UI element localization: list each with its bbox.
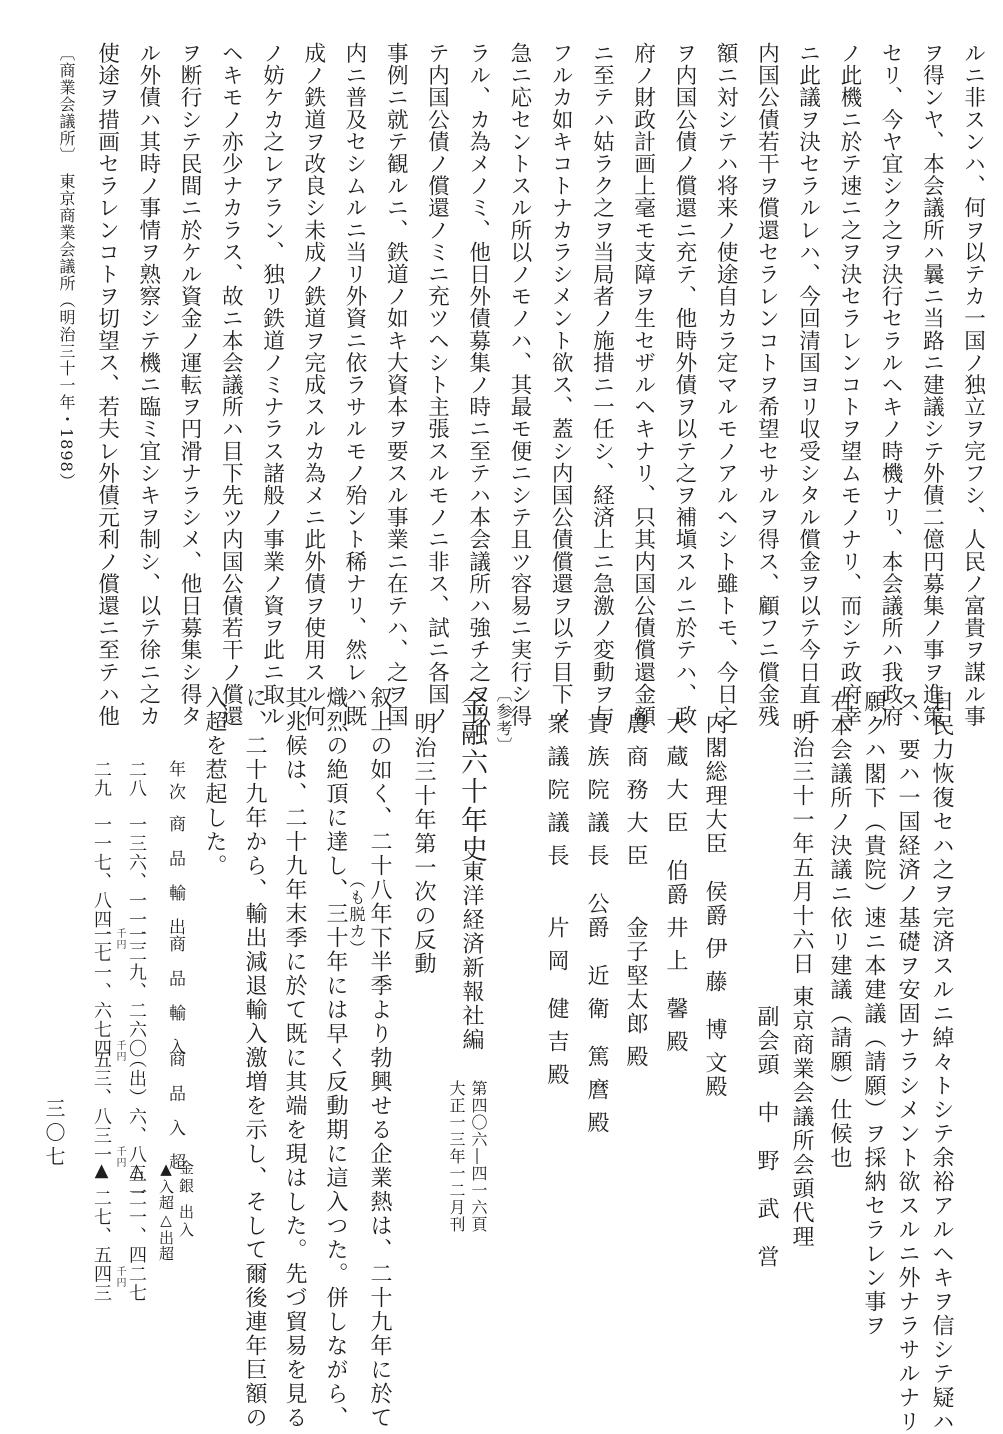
table-row-28-export: 一三六、一一二 [126,815,147,948]
table-row-29-export: 一一七、八四二 [91,815,112,948]
upper-column: フルカ如キコトナカラシメント欲ス、蓋シ内国公債償還ヲ以テ目下ノ [548,42,574,728]
upper-column: ニ至テハ姑ラク之ヲ当局者ノ施措ニ一任シ、経済上ニ急激ノ変動ヲ与 [589,42,615,728]
addressee-5: 衆 議 院 議 長 片 岡 健 吉 殿 [544,712,569,1087]
body-line-2: 熾烈の絶頂に達し、三十年には早く反動期に這入つた。併しながら、 [323,686,348,1430]
vice-chair: 副会頭 中 野 武 営 [754,1005,779,1269]
book-date: 大正一三年一二月刊 [447,1080,466,1233]
addressee-1: 内閣総理大臣 侯爵 伊 藤 博 文殿 [702,712,727,1099]
upper-column: ル外債ハ其時ノ事情ヲ熟察シテ機ニ臨ミ宜シキヲ制シ、以テ徐ニ之カ [135,42,161,728]
table-unit-export: 千円 [114,928,125,950]
body-line-5: 入超を惹起した。 [202,686,227,878]
closing-line-4: 右本会議所ノ決議ニ依リ建議（請願）仕候也 [827,690,852,1170]
body-line-3: 其兆候は、二十九年末季に於て既に其端を現はした。先づ貿易を見る [282,686,307,1430]
table-row-28-year: 二八 [126,760,147,798]
table-row-28-import: 一二九、二六〇 [126,925,147,1058]
upper-column: テ内国公債ノ償還ノミニ充ツヘシト主張スルモノニ非ス、試ニ各国ノ [424,42,450,728]
upper-column: ノ妨ケカ之レアラン、独リ鉄道ノミナラス諸般ノ事業ノ資ヲ此ニ取ル [259,42,285,728]
addressee-2: 大 蔵 大 臣 伯爵 井 上 馨 殿 [663,712,688,1054]
table-header-bullion: 金銀 出入 [177,1160,195,1240]
book-pages: 第四〇六―四一六頁 [469,1080,488,1233]
upper-column: ニ此議ヲ決セラルレハ、今回清国ヨリ収受シタル償金ヲ以テ今日直ニ [795,42,821,728]
ruby-note: （も脱カ） [347,872,366,957]
upper-column: 額ニ対シテハ将来ノ使途自カラ定マルモノアルヘシト雖トモ、今日之 [713,42,739,728]
upper-column: 府ノ財政計画上毫モ支障ヲ生セザルヘキナリ、只其内国公債償還金額 [630,42,656,728]
upper-column: 事例ニ就テ観ルニ、鉄道ノ如キ大資本ヲ要スル事業ニ在テハ、之ヲ国 [383,42,409,728]
table-row-29-year: 二九 [91,760,112,798]
table-header-export: 商 品 輸 出 [165,815,185,942]
closing-line-3: 願クハ閣下（貴院）速ニ本建議（請願）ヲ採納セラレン事ヲ [861,690,886,1338]
upper-column: ヲ得ンヤ、本会議所ハ曩ニ当路ニ建議シテ外債二億円募集ノ事ヲ進策 [919,42,945,728]
table-header-import: 商 品 輸 入 [165,935,185,1062]
page-number: 三〇七 [42,1098,66,1170]
upper-column: 使途ヲ措画セラレンコトヲ切望ス、若夫レ外債元利ノ償還ニ至テハ他 [94,42,120,728]
table-header-bullion-sub: ▲入超△出超 [157,1160,175,1262]
upper-column: 成ノ鉄道ヲ改良シ未成ノ鉄道ヲ完成スルカ為メニ此外債ヲ使用スル何 [300,42,326,728]
body-line-4: に、二十九年から、輸出減退輸入激増を示し、そして爾後連年巨額の [242,686,267,1430]
upper-column: ヘキモノ亦少ナカラス、故ニ本会議所ハ目下先ツ内国公債若干ノ償還 [218,42,244,728]
book-publisher: 東洋経済新報社編 [459,860,484,1052]
table-row-29-bullion: ▲ 二七、五四三 [91,1160,112,1303]
body-line-1: 叙上の如く、二十八年下半季より勃興せる企業熱は、二十九年に於て [367,686,392,1430]
table-row-28-bullion: △ 二一、四二七 [126,1160,147,1303]
table-unit-excess: 千円 [114,1146,125,1168]
upper-column: ラル、カ為メノミ、他日外債募集ノ時ニ至テハ本会議所ハ強チ之ヲ以 [465,42,491,728]
upper-column: ノ此機ニ於テ速ニ之ヲ決セラレンコトヲ望ムモノナリ、而シテ政府幸 [836,42,862,728]
upper-column: ヲ断行シテ民間ニ於ケル資金ノ運転ヲ円滑ナラシメ、他日募集シ得タ [177,42,203,728]
table-header-year: 年次 [165,760,185,806]
source-note: 〔商業会議所〕 東京商業会議所（明治三十一年・1898） [57,45,76,490]
table-unit-import: 千円 [114,1040,125,1062]
reference-label: 〔参考〕 [494,686,513,754]
table-header-excess: 商 品 入 超 [165,1050,185,1177]
table-unit-bullion: 千円 [114,1266,125,1288]
upper-column: ルニ非スンハ、何ヲ以テカ一国ノ独立ヲ完フシ、人民ノ富貴ヲ謀ル事 [960,42,986,728]
table-row-29-import: 一七一、六七四 [91,925,112,1058]
section-heading: 明治三十年第一次の反動 [411,712,436,976]
upper-column: セリ、今ヤ宜シク之ヲ決行セラルヘキノ時機ナリ、本会議所ハ我政府 [878,42,904,728]
addressee-3: 農 商 務 大 臣 金子堅太郎 殿 [623,712,648,1069]
sender: 東京商業会議所会頭代理 [789,985,814,1249]
table-row-28-excess: （出）六、八五一 [126,1050,147,1202]
closing-line-2: ス、要ハ一国経済ノ基礎ヲ安固ナラシメント欲スルニ外ナラサルナリ [895,690,920,1434]
table-row-29-excess: 五三、八三一 [91,1050,112,1164]
date-line: 明治三十一年五月十六日 [789,712,814,976]
upper-column: 急ニ応セントスル所以ノモノハ、其最モ便ニシテ且ツ容易ニ実行シ得 [506,42,532,728]
upper-column: 内ニ普及セシムルニ当リ外資ニ依ラサルモノ殆ント稀ナリ、然レハ既 [341,42,367,728]
book-title: 金融六十年史 [456,690,487,864]
upper-column: 内国公債若干ヲ償還セラレンコトヲ希望セサルヲ得ス、顧フニ償金残 [754,42,780,728]
closing-line-1: 日民力恢復セハ之ヲ完済スルニ綽々トシテ余裕アルヘキヲ信シテ疑ハ [929,690,954,1434]
addressee-4: 貴 族 院 議 長 公爵 近 衛 篤 麿 殿 [584,712,609,1135]
upper-column: ヲ内国公債ノ償還ニ充テ、他時外債ヲ以テ之ヲ補塡スルニ於テハ、政 [671,42,697,728]
